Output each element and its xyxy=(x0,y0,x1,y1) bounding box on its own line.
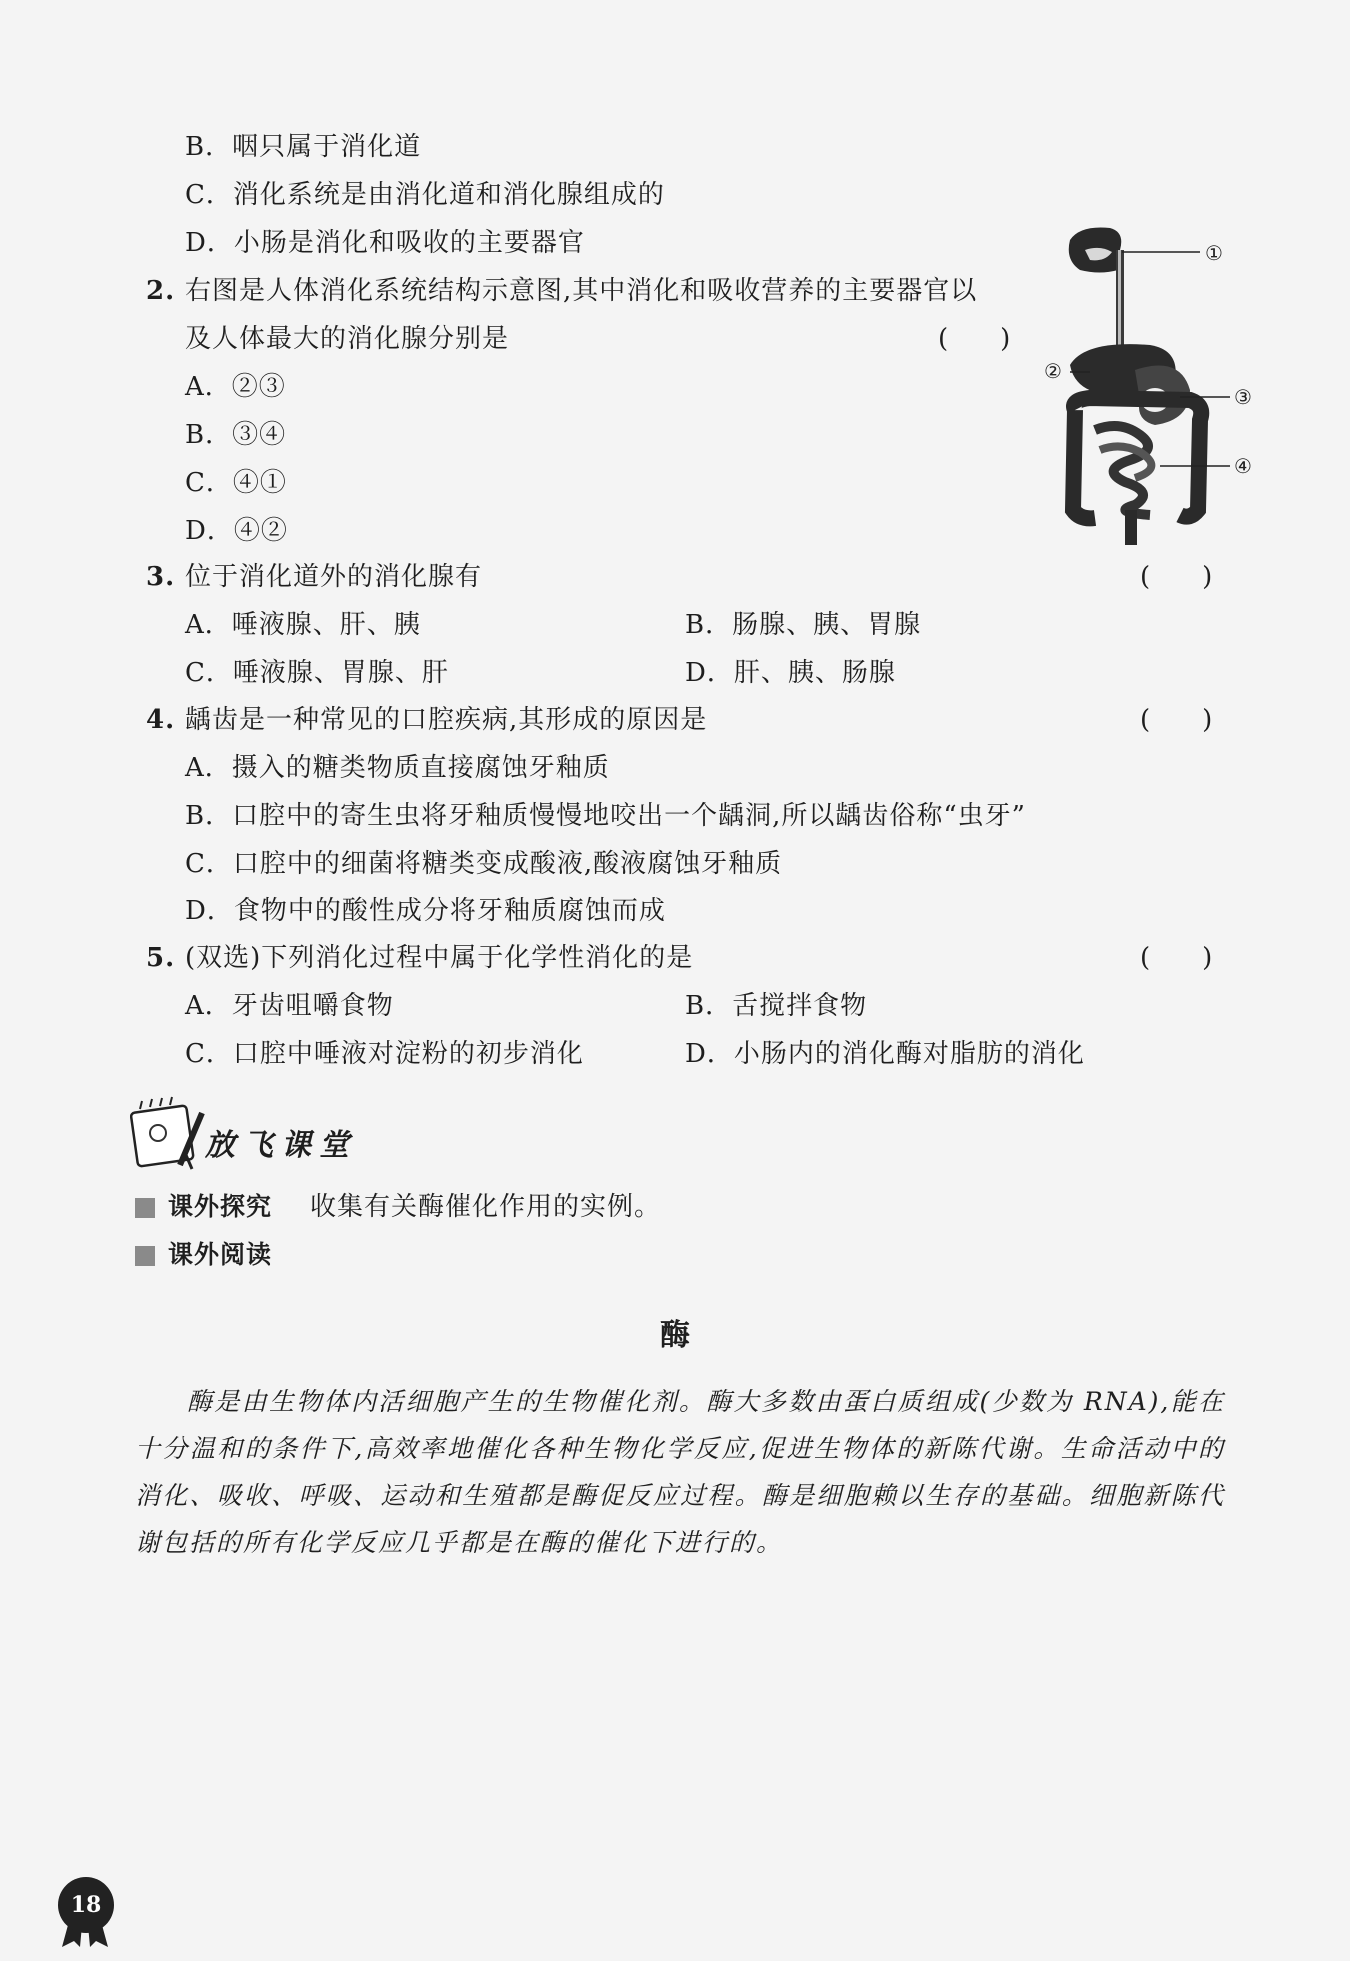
reading-tag: 课外阅读 xyxy=(168,1240,273,1269)
figure-label-3: ③ xyxy=(1234,385,1252,409)
q5-stem: (双选)下列消化过程中属于化学性消化的是 xyxy=(185,943,694,973)
figure-label-4: ④ xyxy=(1234,454,1252,478)
q2-number: 2. xyxy=(146,276,176,306)
q4-answer-paren: ( ) xyxy=(1140,705,1213,735)
q4-option-d: D．食物中的酸性成分将牙釉质腐蚀而成 xyxy=(185,896,666,926)
q5-option-a: A．牙齿咀嚼食物 xyxy=(185,991,394,1021)
explore-marker-icon xyxy=(135,1198,155,1218)
q2-stem-line1: 右图是人体消化系统结构示意图,其中消化和吸收营养的主要器官以 xyxy=(185,276,978,306)
q5-option-b: B．舌搅拌食物 xyxy=(685,991,868,1021)
explore-tag: 课外探究 xyxy=(168,1192,273,1221)
q2-option-a: A．②③ xyxy=(185,372,286,402)
q4-option-c: C．口腔中的细菌将糖类变成酸液,酸液腐蚀牙釉质 xyxy=(185,849,783,879)
figure-label-2: ② xyxy=(1044,359,1062,383)
q3-answer-paren: ( ) xyxy=(1140,562,1213,592)
q1-option-c: C．消化系统是由消化道和消化腺组成的 xyxy=(185,180,665,210)
q4-option-a: A．摄入的糖类物质直接腐蚀牙釉质 xyxy=(185,753,610,783)
q3-option-a: A．唾液腺、肝、胰 xyxy=(185,610,421,640)
explore-text: 收集有关酶催化作用的实例。 xyxy=(310,1192,662,1222)
q5-answer-paren: ( ) xyxy=(1140,943,1213,973)
digestive-system-diagram xyxy=(1040,220,1270,550)
q5-number: 5. xyxy=(146,943,176,973)
q5-option-d: D．小肠内的消化酶对脂肪的消化 xyxy=(685,1039,1085,1069)
q3-option-b: B．肠腺、胰、胃腺 xyxy=(685,610,922,640)
q3-option-d: D．肝、胰、肠腺 xyxy=(685,658,896,688)
page-number: 18 xyxy=(58,1877,114,1933)
q3-stem: 位于消化道外的消化腺有 xyxy=(185,562,483,592)
q3-option-c: C．唾液腺、胃腺、肝 xyxy=(185,658,449,688)
q5-option-c: C．口腔中唾液对淀粉的初步消化 xyxy=(185,1039,584,1069)
q4-stem: 龋齿是一种常见的口腔疾病,其形成的原因是 xyxy=(185,705,708,735)
q4-option-b: B．口腔中的寄生虫将牙釉质慢慢地咬出一个龋洞,所以龋齿俗称“虫牙” xyxy=(185,801,1026,831)
figure-label-1: ① xyxy=(1205,241,1223,265)
q4-number: 4. xyxy=(146,705,176,735)
q3-number: 3. xyxy=(146,562,176,592)
q2-answer-paren: ( ) xyxy=(938,324,1011,354)
q2-stem-line2: 及人体最大的消化腺分别是 xyxy=(185,324,510,354)
q2-option-c: C．④① xyxy=(185,468,287,498)
q1-option-b: B．咽只属于消化道 xyxy=(185,132,422,162)
q1-option-d: D．小肠是消化和吸收的主要器官 xyxy=(185,228,585,258)
section-title: 放飞课堂 xyxy=(205,1128,357,1163)
q2-option-d: D．④② xyxy=(185,516,288,546)
article-body: 酶是由生物体内活细胞产生的生物催化剂。酶大多数由蛋白质组成(少数为 RNA),能在十分温和的条件下,高效率地催化各种生物化学反应,促进生物体的新陈代谢。生命活动中的消化、吸收、呼吸、运动和生殖都是酶促反应过程。酶是细胞赖以生存的基础。细胞新陈代谢包括的所有化学反应几乎都是在酶的催化下进行的。 xyxy=(135,1387,1225,1557)
article-title: 酶 xyxy=(660,1318,690,1353)
reading-marker-icon xyxy=(135,1246,155,1266)
q2-option-b: B．③④ xyxy=(185,420,287,450)
